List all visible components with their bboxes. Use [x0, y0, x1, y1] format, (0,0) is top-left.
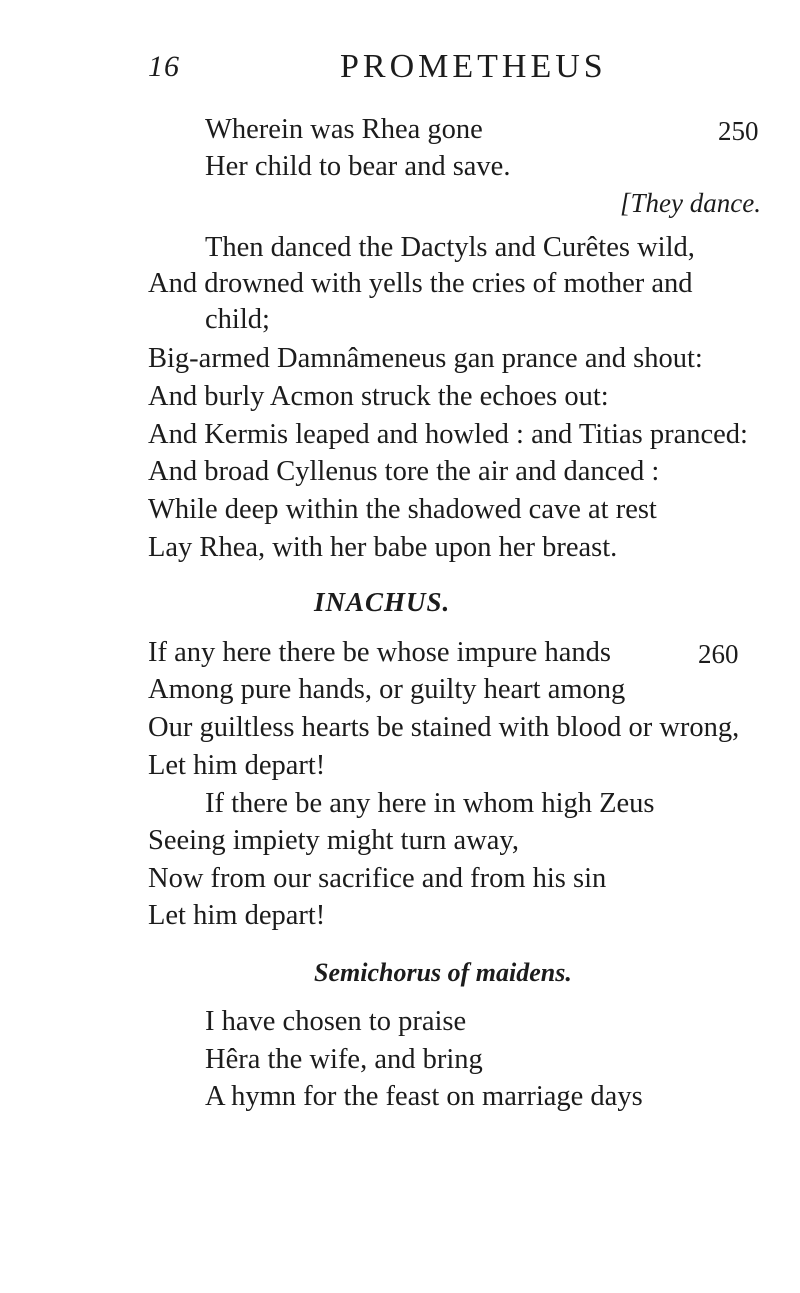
verse-line: Our guiltless hearts be stained with blood or wrong,	[148, 712, 740, 743]
running-title: PROMETHEUS	[340, 48, 607, 85]
verse-line: Hêra the wife, and bring	[205, 1044, 483, 1075]
verse-line: And broad Cyllenus tore the air and danced :	[148, 456, 660, 487]
verse-line: While deep within the shadowed cave at rest	[148, 494, 657, 525]
verse-line: And burly Acmon struck the echoes out:	[148, 381, 609, 412]
verse-line: I have chosen to praise	[205, 1006, 467, 1037]
verse-line: Let him depart!	[148, 900, 326, 931]
verse-line: Among pure hands, or guilty heart among	[148, 674, 626, 705]
verse-line-continuation: child;	[205, 304, 270, 335]
verse-line: If any here there be whose impure hands	[148, 637, 611, 668]
verse-line: Her child to bear and save.	[205, 151, 511, 182]
speaker-name: INACHUS.	[314, 587, 451, 617]
verse-line: If there be any here in whom high Zeus	[205, 788, 655, 819]
verse-line: And Kermis leaped and howled : and Titias pranced:	[148, 419, 748, 450]
verse-line: And drowned with yells the cries of mother and	[148, 268, 693, 299]
verse-line: Wherein was Rhea gone	[205, 114, 483, 145]
verse-line: Seeing impiety might turn away,	[148, 825, 519, 856]
line-number: 260	[698, 639, 739, 669]
verse-line: Now from our sacrifice and from his sin	[148, 863, 607, 894]
verse-line: Then danced the Dactyls and Curêtes wild,	[205, 232, 695, 263]
line-number: 250	[718, 116, 759, 146]
verse-line: Big-armed Damnâmeneus gan prance and shout:	[148, 343, 703, 374]
verse-line: Lay Rhea, with her babe upon her breast.	[148, 532, 618, 563]
verse-line: A hymn for the feast on marriage days	[205, 1081, 643, 1112]
stage-direction: [They dance.	[620, 188, 761, 218]
verse-line: Let him depart!	[148, 750, 326, 781]
page-number: 16	[148, 50, 180, 83]
speaker-name: Semichorus of maidens.	[314, 958, 572, 987]
